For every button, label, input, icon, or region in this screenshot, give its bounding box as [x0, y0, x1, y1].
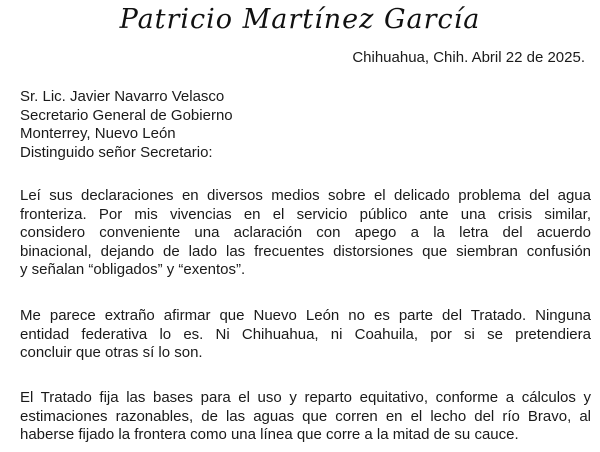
paragraph-line: Leí sus declaraciones en diversos medios sobre el delicado problema del agua: [20, 187, 591, 204]
paragraph-line: concluir que otras sí lo son.: [20, 344, 203, 362]
body-paragraph: [20, 389, 591, 445]
body-paragraph: [20, 187, 591, 280]
letterhead-name: Patricio Martínez García: [119, 4, 481, 35]
paragraph-line: Me parece extraño afirmar que Nuevo León no es parte del Tratado. Ninguna: [20, 307, 591, 324]
paragraph-line: El Tratado fija las bases para el uso y reparto equitativo, conforme a cálculos y: [20, 389, 591, 406]
addressee-block: [20, 88, 233, 162]
addressee-line: Sr. Lic. Javier Navarro Velasco: [20, 88, 225, 105]
paragraph-line: considero conveniente una aclaración con apego a la letra del acuerdo: [20, 224, 591, 242]
date-line: Chihuahua, Chih. Abril 22 de 2025.: [352, 49, 585, 66]
addressee-line: Secretario General de Gobierno: [20, 106, 233, 124]
paragraph-line: haberse fijado la frontera como una línea que corre a la mitad de su cauce.: [20, 426, 519, 444]
paragraph-line: entidad federativa lo es. Ni Chihuahua, ni Coahuila, por si se pretendiera: [20, 325, 591, 343]
paragraph-line: binacional, dejando de lado las frecuentes distorsiones que siembran confusión: [20, 242, 591, 260]
paragraph-line: fronteriza. Por mis vivencias en el servicio público ante una crisis similar,: [20, 205, 591, 223]
body-paragraph: [20, 307, 591, 363]
salutation: Distinguido señor Secretario:: [20, 143, 213, 161]
addressee-line: Monterrey, Nuevo León: [20, 125, 176, 142]
paragraph-line: estimaciones razonables, de las aguas que corren en el lecho del río Bravo, al: [20, 407, 591, 425]
paragraph-line: y señalan “obligados” y “exentos”.: [20, 261, 246, 279]
